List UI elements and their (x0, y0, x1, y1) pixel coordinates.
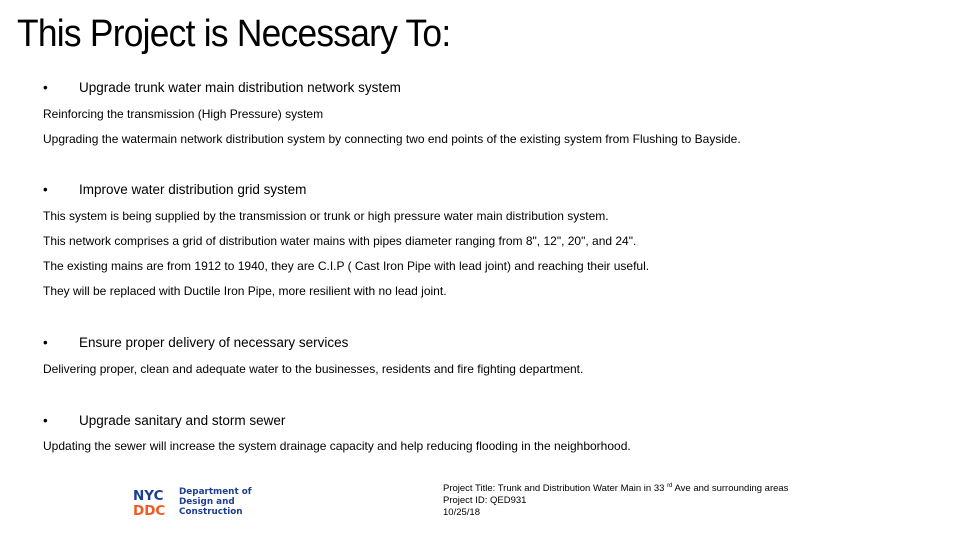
body-line: Upgrading the watermain network distribution system by connecting two end points of the existing system from Flushing to Bayside. (43, 132, 741, 146)
body-line: Updating the sewer will increase the system drainage capacity and help reducing flooding in the neighborhood. (43, 439, 631, 453)
bullet-icon: • (43, 182, 48, 197)
body-line: This network comprises a grid of distribution water mains with pipes diameter ranging from 8", 12", 20", and 24". (43, 234, 637, 248)
project-info (443, 483, 788, 519)
body-line: The existing mains are from 1912 to 1940, they are C.I.P ( Cast Iron Pipe with lead joint) and reaching their useful. (43, 259, 650, 273)
project-title-suffix: Ave and surrounding areas (672, 483, 789, 494)
logo-mark-top: NYC (133, 488, 164, 504)
logo-line: Design and (179, 497, 235, 508)
bullet-icon: • (43, 80, 48, 95)
section-heading: Upgrade trunk water main distribution network system (79, 80, 401, 95)
logo-mark-bottom: DDC (133, 503, 166, 517)
logo-text (179, 487, 252, 518)
section-heading: Improve water distribution grid system (79, 182, 307, 197)
section-heading: Upgrade sanitary and storm sewer (79, 413, 286, 428)
logo-line: Construction (179, 507, 243, 518)
bullet-icon: • (43, 413, 48, 428)
nyc-ddc-logo-mark (133, 487, 175, 517)
project-id: Project ID: QED931 (443, 495, 527, 506)
nyc-ddc-logo (133, 487, 251, 517)
body-line: Delivering proper, clean and adequate water to the businesses, residents and fire fighting department. (43, 362, 584, 376)
section-heading: Ensure proper delivery of necessary services (79, 335, 349, 350)
project-title-sup: rd (667, 482, 673, 489)
project-title (443, 483, 788, 495)
logo-line: Department of (179, 487, 252, 497)
bullet-icon: • (43, 335, 48, 350)
page-title: This Project is Necessary To: (17, 13, 451, 55)
project-date: 10/25/18 (443, 507, 480, 518)
body-line: They will be replaced with Ductile Iron Pipe, more resilient with no lead joint. (43, 284, 447, 298)
project-title-text: Project Title: Trunk and Distribution Water Main in 33 (443, 483, 665, 494)
body-line: This system is being supplied by the transmission or trunk or high pressure water main distribution system. (43, 209, 609, 223)
body-line: Reinforcing the transmission (High Pressure) system (43, 107, 324, 121)
